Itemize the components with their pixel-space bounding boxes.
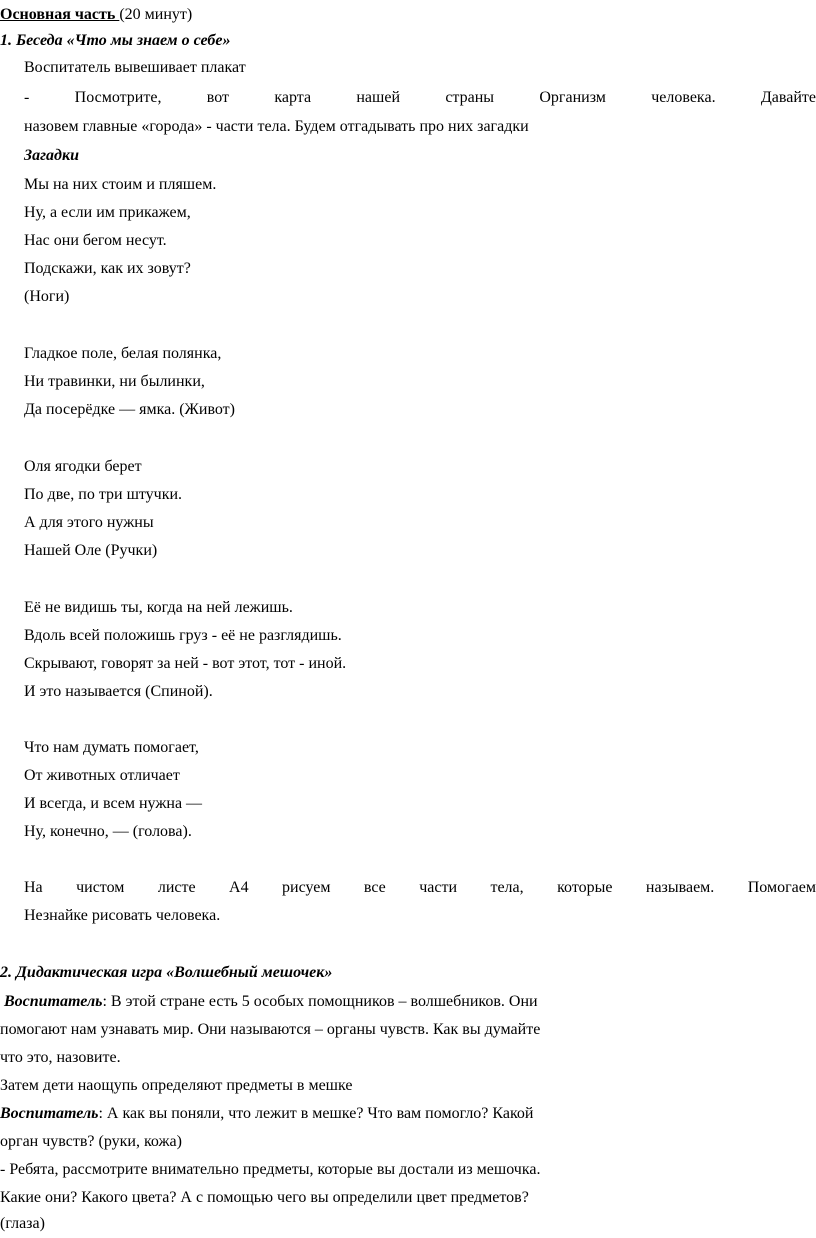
riddle-answer: (Ноги) [24, 288, 70, 305]
riddle-line: Что нам думать помогает, [24, 739, 199, 756]
duration-text: (20 минут) [119, 6, 193, 23]
riddle-line: А для этого нужны [24, 514, 154, 531]
speech-line-2: назовем главные «города» - части тела. Будем отгадывать про них загадки [24, 118, 529, 135]
paragraph-line: - Ребята, рассмотрите внимательно предметы, которые вы достали из мешочка. [0, 1161, 541, 1178]
riddle-line: Подскажи, как их зовут? [24, 260, 191, 277]
intro-text: Воспитатель вывешивает плакат [24, 59, 246, 76]
paragraph-text: : А как вы поняли, что лежит в мешке? Что вам помогло? Какой [98, 1105, 534, 1122]
riddle-line: От животных отличает [24, 767, 180, 784]
paragraph-line [0, 989, 816, 1016]
drawing-line-2: Незнайке рисовать человека. [24, 907, 221, 924]
paragraph-text: : В этой стране есть 5 особых помощников – волшебников. Они [102, 993, 538, 1010]
riddle-line: Скрывают, говорят за ней - вот этот, тот - иной. [24, 655, 347, 672]
paragraph-line: помогают нам узнавать мир. Они называются – органы чувств. Как вы думайте [0, 1021, 541, 1038]
speech-line-1: - Посмотрите, вот карта нашей страны Организм человека. Давайте [24, 89, 816, 106]
riddle-line: Гладкое поле, белая полянка, [24, 345, 222, 362]
riddle-line: Оля ягодки берет [24, 458, 142, 475]
main-part-title: Основная часть [0, 6, 120, 23]
riddle-line: По две, по три штучки. [24, 486, 183, 503]
section-header [0, 2, 816, 29]
riddle-line: Мы на них стоим и пляшем. [24, 176, 217, 193]
paragraph-line [0, 1101, 816, 1128]
riddle-line: Нас они бегом несут. [24, 232, 167, 249]
section2-heading: 2. Дидактическая игра «Волшебный мешочек» [0, 964, 333, 981]
riddles-heading: Загадки [24, 147, 79, 164]
paragraph-line: Какие они? Какого цвета? А с помощью чего вы определили цвет предметов? [0, 1189, 529, 1206]
riddle-line: И всегда, и всем нужна — [24, 795, 203, 812]
riddle-line: Ну, а если им прикажем, [24, 204, 191, 221]
speaker-label: Воспитатель [4, 993, 103, 1010]
section1-heading: 1. Беседа «Что мы знаем о себе» [0, 32, 231, 49]
speaker-label: Воспитатель [0, 1105, 99, 1122]
riddle-line: И это называется (Спиной). [24, 683, 213, 700]
paragraph-line: Затем дети наощупь определяют предметы в мешке [0, 1077, 353, 1094]
riddle-line: Да посерёдке — ямка. (Живот) [24, 401, 235, 418]
paragraph-line: (глаза) [0, 1215, 45, 1232]
drawing-line-1: На чистом листе А4 рисуем все части тела, которые называем. Помогаем [24, 879, 816, 896]
riddle-line: Ни травинки, ни былинки, [24, 373, 205, 390]
paragraph-line: орган чувств? (руки, кожа) [0, 1133, 182, 1150]
riddle-line: Ну, конечно, — (голова). [24, 823, 192, 840]
paragraph-line: что это, назовите. [0, 1049, 121, 1066]
riddle-line: Вдоль всей положишь груз - её не разглядишь. [24, 627, 342, 644]
riddle-line: Нашей Оле (Ручки) [24, 542, 158, 559]
riddle-line: Её не видишь ты, когда на ней лежишь. [24, 599, 293, 616]
